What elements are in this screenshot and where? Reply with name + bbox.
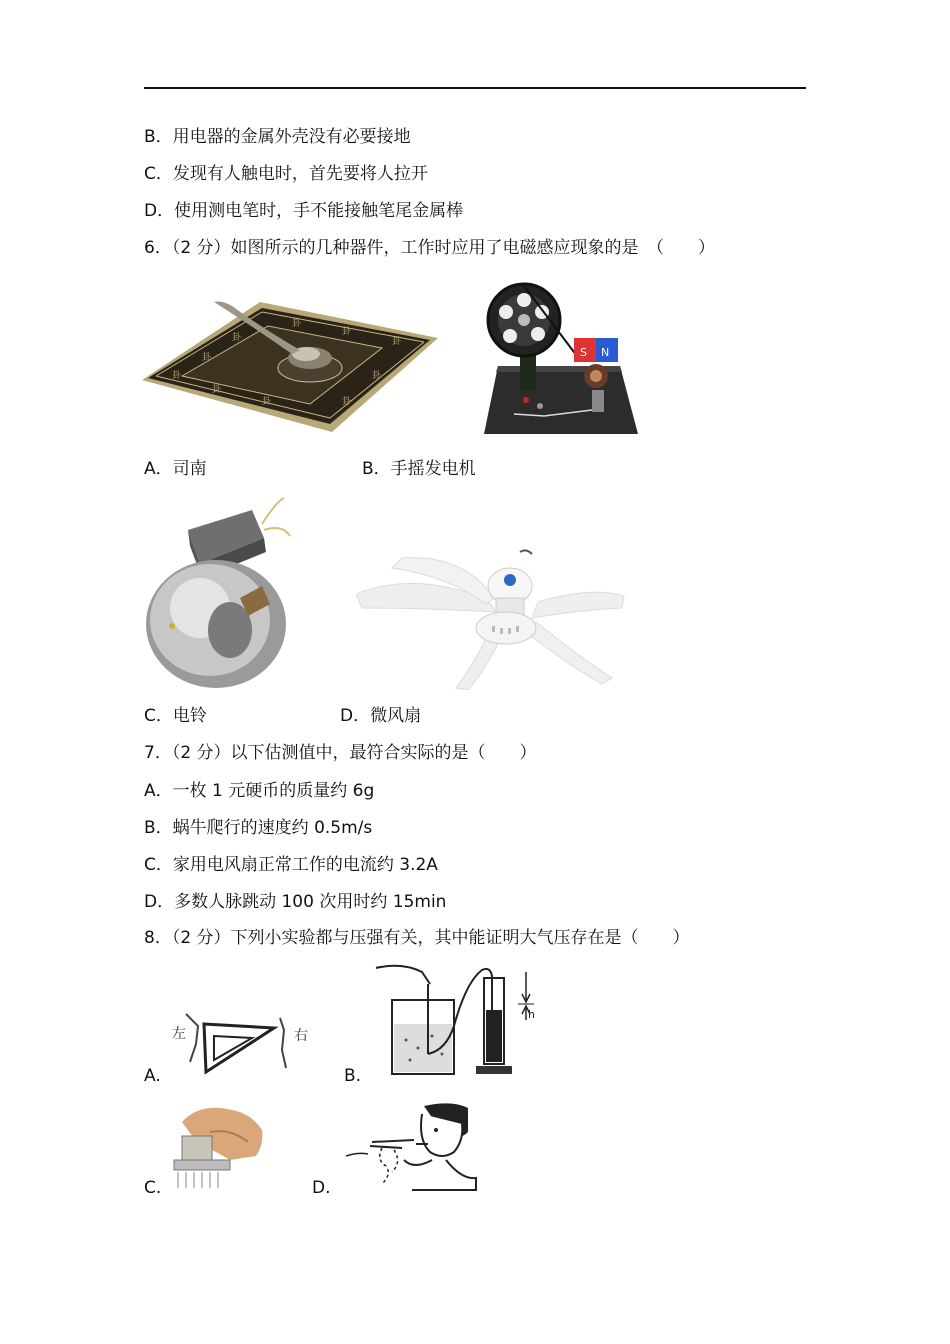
svg-text:卦: 卦	[232, 333, 242, 343]
blowing-paper-image	[342, 1100, 478, 1192]
svg-text:卦: 卦	[372, 371, 382, 381]
q8-stem: 8．（2 分）下列小实验都与压强有关，其中能证明大气压存在是（ ）	[144, 928, 690, 948]
q8-option-c: C.	[144, 1178, 162, 1198]
svg-text:卦: 卦	[202, 353, 212, 363]
q6-option-b: B．手摇发电机	[362, 459, 476, 479]
liquid-pressure-image	[372, 962, 544, 1080]
magnet-s-label: S	[580, 346, 587, 359]
svg-text:卦: 卦	[212, 385, 222, 395]
q7-stem: 7．（2 分）以下估测值中，最符合实际的是（ ）	[144, 743, 537, 763]
svg-text:卦: 卦	[342, 397, 352, 407]
q7-option-b: B．蜗牛爬行的速度约 0.5m/s	[144, 818, 373, 838]
q5-option-b: B．用电器的金属外壳没有必要接地	[144, 127, 411, 147]
q8-option-b: B.	[344, 1066, 362, 1086]
q8-option-a: A.	[144, 1066, 161, 1086]
triangle-ruler-image	[172, 1004, 312, 1078]
svg-text:卦: 卦	[172, 371, 182, 381]
q7-option-c: C．家用电风扇正常工作的电流约 3.2A	[144, 855, 438, 875]
header-rule	[144, 87, 806, 89]
svg-text:卦: 卦	[262, 397, 272, 407]
electric-bell-image	[144, 494, 294, 690]
right-mark: 右	[294, 1028, 308, 1044]
svg-text:卦: 卦	[392, 337, 402, 347]
q7-option-a: A．一枚 1 元硬币的质量约 6g	[144, 781, 375, 801]
q6-stem: 6．（2 分）如图所示的几种器件，工作时应用了电磁感应现象的是 （ ）	[144, 238, 716, 258]
cup-card-image	[170, 1102, 266, 1190]
generator-image	[484, 280, 640, 438]
magnet-n-label: N	[601, 346, 610, 359]
left-mark: 左	[172, 1026, 186, 1042]
h-mark: h	[528, 1008, 535, 1021]
q6-option-a: A．司南	[144, 459, 207, 479]
q8-option-d: D.	[312, 1178, 331, 1198]
compass-image	[142, 296, 440, 436]
q6-option-c: C．电铃	[144, 706, 207, 726]
svg-text:卦: 卦	[342, 327, 352, 337]
micro-fan-image	[356, 546, 626, 690]
q5-option-c: C．发现有人触电时，首先要将人拉开	[144, 164, 428, 184]
q7-option-d: D．多数人脉跳动 100 次用时约 15min	[144, 892, 447, 912]
q6-option-d: D．微风扇	[340, 706, 422, 726]
svg-text:卦: 卦	[292, 319, 302, 329]
q5-option-d: D．使用测电笔时，手不能接触笔尾金属棒	[144, 201, 464, 221]
